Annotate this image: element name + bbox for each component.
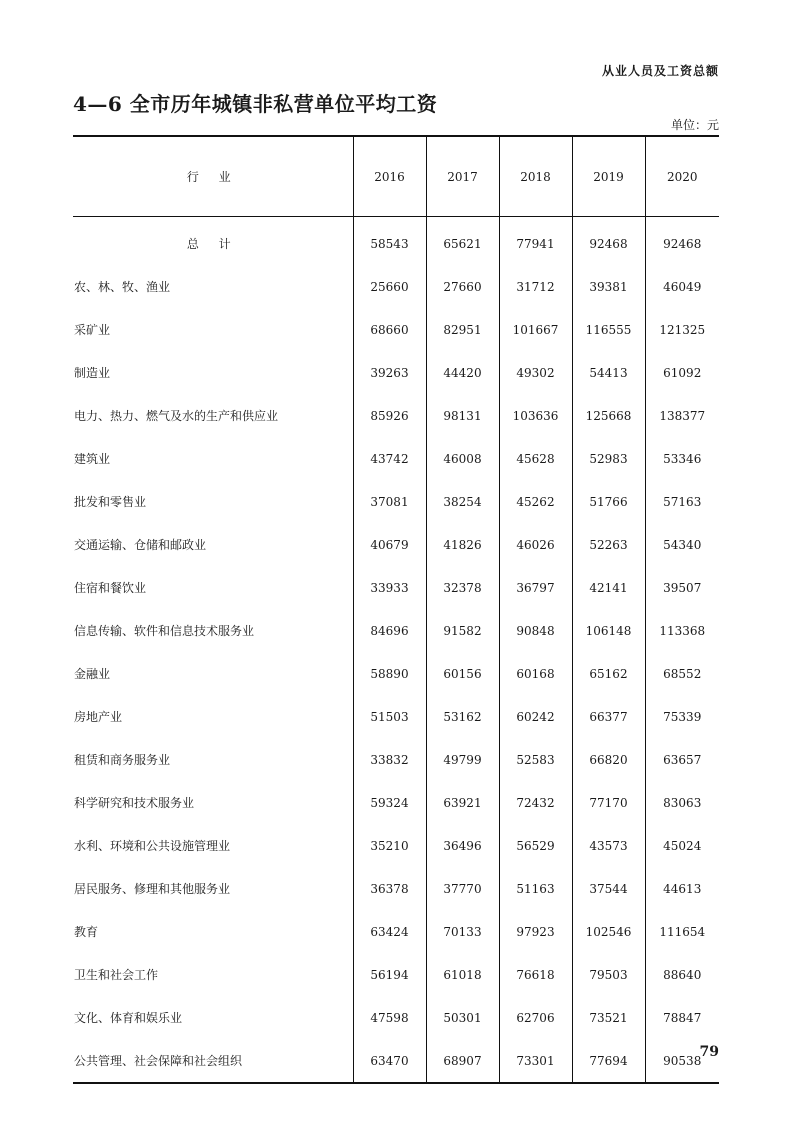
- wage-value: 83063: [645, 781, 719, 824]
- table-row: [73, 437, 719, 480]
- table-row: [73, 523, 719, 566]
- wage-value: 77694: [572, 1039, 645, 1082]
- header-row: [73, 137, 719, 216]
- wage-value: 73521: [572, 996, 645, 1039]
- wage-value: 72432: [499, 781, 572, 824]
- table-row: [73, 480, 719, 523]
- header-year: 2020: [645, 137, 719, 216]
- wage-value: 45628: [499, 437, 572, 480]
- table-bottom-rule: [73, 1082, 719, 1084]
- wage-value: 77941: [499, 217, 572, 265]
- wage-value: 36496: [426, 824, 499, 867]
- wage-value: 60156: [426, 652, 499, 695]
- table-row: [73, 910, 719, 953]
- industry-label: 批发和零售业: [74, 495, 147, 509]
- wage-value: 68552: [645, 652, 719, 695]
- industry-label: 金融业: [74, 667, 111, 681]
- industry-label: 文化、体育和娱乐业: [74, 1011, 183, 1025]
- wage-value: 111654: [645, 910, 719, 953]
- wage-table: [73, 135, 719, 1084]
- industry-label: 租赁和商务服务业: [74, 753, 171, 767]
- wage-value: 60168: [499, 652, 572, 695]
- wage-value: 92468: [572, 217, 645, 265]
- wage-value: 32378: [426, 566, 499, 609]
- wage-value: 52983: [572, 437, 645, 480]
- wage-value: 61092: [645, 351, 719, 394]
- wage-value: 68907: [426, 1039, 499, 1082]
- industry-label: 居民服务、修理和其他服务业: [74, 882, 231, 896]
- header-year: 2018: [499, 137, 572, 216]
- wage-value: 56194: [353, 953, 426, 996]
- wage-value: 61018: [426, 953, 499, 996]
- wage-value: 65621: [426, 217, 499, 265]
- wage-value: 54413: [572, 351, 645, 394]
- wage-value: 25660: [353, 265, 426, 308]
- industry-label: 农、林、牧、渔业: [74, 280, 171, 294]
- table-row: [73, 738, 719, 781]
- wage-value: 36378: [353, 867, 426, 910]
- wage-value: 35210: [353, 824, 426, 867]
- wage-value: 73301: [499, 1039, 572, 1082]
- wage-value: 62706: [499, 996, 572, 1039]
- industry-label: 科学研究和技术服务业: [74, 796, 195, 810]
- wage-value: 53346: [645, 437, 719, 480]
- wage-value: 75339: [645, 695, 719, 738]
- header-year: 2016: [353, 137, 426, 216]
- industry-label: 卫生和社会工作: [74, 968, 159, 982]
- wage-value: 63424: [353, 910, 426, 953]
- industry-label: 采矿业: [74, 323, 111, 337]
- page-title: 4—6 全市历年城镇非私营单位平均工资: [73, 92, 438, 116]
- wage-value: 116555: [572, 308, 645, 351]
- table-row: [73, 996, 719, 1039]
- table-row: [73, 781, 719, 824]
- wage-value: 68660: [353, 308, 426, 351]
- wage-value: 66820: [572, 738, 645, 781]
- wage-value: 44613: [645, 867, 719, 910]
- industry-label: 交通运输、仓储和邮政业: [74, 538, 207, 552]
- industry-label: 电力、热力、燃气及水的生产和供应业: [74, 409, 279, 423]
- data-table: [73, 137, 719, 216]
- wage-value: 49799: [426, 738, 499, 781]
- wage-value: 101667: [499, 308, 572, 351]
- wage-value: 51503: [353, 695, 426, 738]
- wage-value: 63921: [426, 781, 499, 824]
- wage-value: 103636: [499, 394, 572, 437]
- industry-label: 公共管理、社会保障和社会组织: [74, 1054, 243, 1068]
- wage-value: 59324: [353, 781, 426, 824]
- wage-value: 77170: [572, 781, 645, 824]
- table-row: [73, 394, 719, 437]
- wage-value: 52583: [499, 738, 572, 781]
- wage-value: 45262: [499, 480, 572, 523]
- wage-value: 82951: [426, 308, 499, 351]
- industry-label: 制造业: [74, 366, 111, 380]
- wage-value: 52263: [572, 523, 645, 566]
- wage-value: 46008: [426, 437, 499, 480]
- wage-value: 46049: [645, 265, 719, 308]
- wage-value: 40679: [353, 523, 426, 566]
- wage-value: 33832: [353, 738, 426, 781]
- wage-value: 58890: [353, 652, 426, 695]
- wage-value: 44420: [426, 351, 499, 394]
- wage-value: 92468: [645, 217, 719, 265]
- wage-value: 63470: [353, 1039, 426, 1082]
- table-row: [73, 566, 719, 609]
- page-number: 79: [699, 1044, 719, 1060]
- wage-value: 97923: [499, 910, 572, 953]
- wage-value: 84696: [353, 609, 426, 652]
- wage-value: 88640: [645, 953, 719, 996]
- wage-value: 41826: [426, 523, 499, 566]
- wage-value: 60242: [499, 695, 572, 738]
- wage-value: 125668: [572, 394, 645, 437]
- wage-value: 58543: [353, 217, 426, 265]
- wage-value: 39381: [572, 265, 645, 308]
- wage-value: 76618: [499, 953, 572, 996]
- table-row: [73, 609, 719, 652]
- industry-label: 信息传输、软件和信息技术服务业: [74, 624, 255, 638]
- running-head: 从业人员及工资总额: [601, 64, 719, 78]
- wage-value: 37544: [572, 867, 645, 910]
- industry-label: 教育: [74, 925, 99, 939]
- wage-value: 57163: [645, 480, 719, 523]
- wage-value: 39507: [645, 566, 719, 609]
- wage-value: 54340: [645, 523, 719, 566]
- wage-value: 38254: [426, 480, 499, 523]
- unit-label: 单位：元: [670, 118, 719, 132]
- wage-value: 37081: [353, 480, 426, 523]
- table-row: [73, 652, 719, 695]
- wage-value: 43742: [353, 437, 426, 480]
- table-row: [73, 351, 719, 394]
- industry-label: 住宿和餐饮业: [74, 581, 147, 595]
- wage-value: 27660: [426, 265, 499, 308]
- wage-value: 46026: [499, 523, 572, 566]
- table-row: [73, 265, 719, 308]
- wage-value: 66377: [572, 695, 645, 738]
- industry-label: 建筑业: [74, 452, 111, 466]
- wage-value: 36797: [499, 566, 572, 609]
- table-row: [73, 695, 719, 738]
- wage-value: 51163: [499, 867, 572, 910]
- wage-value: 85926: [353, 394, 426, 437]
- wage-value: 106148: [572, 609, 645, 652]
- wage-value: 63657: [645, 738, 719, 781]
- table-row: [73, 953, 719, 996]
- wage-value: 31712: [499, 265, 572, 308]
- wage-value: 47598: [353, 996, 426, 1039]
- wage-value: 37770: [426, 867, 499, 910]
- wage-value: 98131: [426, 394, 499, 437]
- wage-value: 79503: [572, 953, 645, 996]
- industry-label: 房地产业: [74, 710, 123, 724]
- wage-value: 138377: [645, 394, 719, 437]
- wage-value: 43573: [572, 824, 645, 867]
- wage-value: 51766: [572, 480, 645, 523]
- wage-value: 42141: [572, 566, 645, 609]
- table-row: [73, 308, 719, 351]
- wage-value: 65162: [572, 652, 645, 695]
- wage-value: 70133: [426, 910, 499, 953]
- wage-value: 45024: [645, 824, 719, 867]
- wage-value: 53162: [426, 695, 499, 738]
- table-row: [73, 217, 719, 265]
- wage-value: 113368: [645, 609, 719, 652]
- wage-value: 91582: [426, 609, 499, 652]
- wage-value: 49302: [499, 351, 572, 394]
- wage-value: 90538: [645, 1039, 719, 1082]
- header-industry: 行 业: [186, 170, 239, 184]
- data-table-body: [73, 217, 719, 1082]
- industry-label: 水利、环境和公共设施管理业: [74, 839, 231, 853]
- wage-value: 50301: [426, 996, 499, 1039]
- table-row: [73, 1039, 719, 1082]
- wage-value: 90848: [499, 609, 572, 652]
- table-row: [73, 824, 719, 867]
- wage-value: 33933: [353, 566, 426, 609]
- total-label: 总 计: [186, 237, 239, 251]
- wage-value: 102546: [572, 910, 645, 953]
- wage-value: 121325: [645, 308, 719, 351]
- wage-value: 39263: [353, 351, 426, 394]
- wage-value: 78847: [645, 996, 719, 1039]
- table-row: [73, 867, 719, 910]
- wage-value: 56529: [499, 824, 572, 867]
- header-year: 2017: [426, 137, 499, 216]
- header-year: 2019: [572, 137, 645, 216]
